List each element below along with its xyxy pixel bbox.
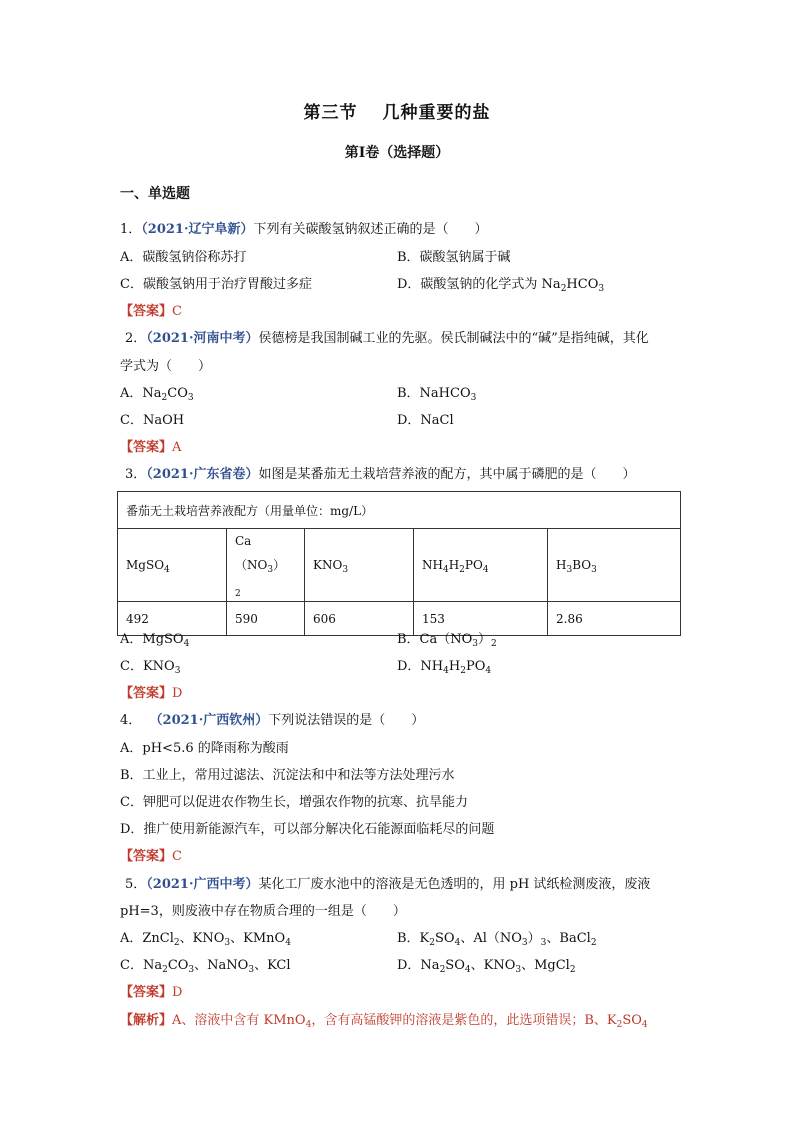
table-cell: 590 (227, 602, 305, 636)
q4-source: （2021·广西钦州） (149, 713, 269, 728)
q3-option-a: A．MgSO$_4$ (120, 632, 190, 649)
q5-option-d: D．$Na_2SO_4$、$KNO_3$、MgCl$_2$ (397, 958, 576, 975)
q3-text: 如图是某番茄无土栽培营养液的配方，其中属于磷肥的是（ ） (258, 467, 636, 482)
q5-option-b: B．$K_2SO_4$、$Al(NO_3)_3$、BaCl$_2$ (397, 931, 597, 948)
q5-analysis: 【解析】A、溶液中含有 KMnO$_4$，含有高锰酸钾的溶液是紫色的，此选项错误；B、$K_2SO_4$ (120, 1013, 648, 1030)
q1-text: 下列有关碳酸氢钠叙述正确的是（ ） (253, 222, 488, 237)
q1-source: （2021·辽宁阜新） (141, 222, 254, 237)
q2-option-a: A．$Na_2CO_3$ (120, 386, 194, 403)
q3-option-d: D．$NH_4H_2PO_4$ (397, 659, 492, 676)
page-title: 第三节 几种重要的盐 (303, 103, 491, 123)
q3-source: （2021·广东省卷） (146, 467, 259, 482)
q2-source: （2021·河南中考） (146, 331, 259, 346)
q3-number: 3． (125, 467, 147, 482)
page-subtitle: 第Ⅰ卷（选择题） (344, 145, 450, 161)
table-header-cell: $NH_4H_2PO_4$ (414, 529, 548, 602)
q5-text: 某化工厂废水池中的溶液是无色透明的，用 pH 试纸检测废液，废液 (258, 877, 651, 892)
q2-stem (125, 327, 649, 346)
q4-option-a: A．pH<5.6 的降雨称为酸雨 (120, 741, 289, 756)
q4-answer: 【答案】C (120, 849, 182, 864)
table-header-cell: MgSO$_4$ (118, 529, 227, 602)
table-header-row (118, 529, 681, 602)
q1-option-a: A．碳酸氢钠俗称苏打 (120, 250, 247, 265)
table-cell: 2.86 (548, 602, 681, 636)
q4-option-b: B．工业上，常用过滤法、沉淀法和中和法等方法处理污水 (120, 768, 455, 783)
q1-option-b: B．碳酸氢钠属于碱 (397, 250, 511, 265)
q3-option-b: B．$Ca(NO_3)_2$ (397, 632, 497, 649)
q2-number: 2． (125, 331, 147, 346)
q5-number: 5． (125, 877, 147, 892)
q1-number: 1． (120, 222, 142, 237)
q1-answer: 【答案】C (120, 304, 182, 319)
table-cell: 492 (118, 602, 227, 636)
q3-option-c: C．$KNO_3$ (120, 659, 181, 676)
q5-option-c: C．$Na_2CO_3$、NaNO$_3$、KCl (120, 958, 291, 975)
table-cell: 153 (414, 602, 548, 636)
q2-text: 侯德榜是我国制碱工业的先驱。侯氏制碱法中的“碱”是指纯碱，其化 (258, 331, 649, 346)
q5-stem-line2: pH=3，则废液中存在物质合理的一组是（ ） (120, 904, 406, 919)
q5-option-a: A．ZnCl$_2$、$KNO_3$、KMnO$_4$ (120, 931, 291, 948)
q4-option-c: C．钾肥可以促进农作物生长，增强农作物的抗寒、抗旱能力 (120, 795, 468, 810)
q5-stem (125, 873, 650, 892)
table-header-cell: $H_3BO_3$ (548, 529, 681, 602)
q2-option-c: C．NaOH (120, 413, 185, 428)
table-header-cell: $KNO_3$ (305, 529, 414, 602)
q4-number: 4． (120, 713, 142, 728)
q5-source: （2021·广西中考） (146, 877, 259, 892)
q2-answer: 【答案】A (120, 440, 182, 455)
table-cell: 606 (305, 602, 414, 636)
nutrient-table (117, 491, 681, 636)
q1-option-d: D．碳酸氢钠的化学式为 $Na_2HCO_3$ (397, 277, 605, 294)
q1-stem (120, 218, 488, 237)
q5-answer: 【答案】D (120, 985, 183, 1000)
section-heading: 一、单选题 (120, 186, 190, 202)
q4-option-d: D．推广使用新能源汽车，可以部分解决化石能源面临耗尽的问题 (120, 822, 495, 837)
q2-option-b: B．NaHCO$_3$ (397, 386, 477, 403)
q3-stem (125, 463, 636, 482)
table-header-cell: $Ca(NO_3)$ $_2$ (227, 529, 305, 602)
q2-stem-line2: 学式为（ ） (120, 359, 212, 374)
q1-option-c: C．碳酸氢钠用于治疗胃酸过多症 (120, 277, 312, 292)
table-caption: 番茄无土栽培营养液配方（用量单位：mg/L） (118, 492, 681, 529)
q2-option-d: D．NaCl (397, 413, 454, 428)
q4-text: 下列说法错误的是（ ） (268, 713, 425, 728)
q3-answer: 【答案】D (120, 686, 183, 701)
q4-stem (120, 709, 424, 728)
